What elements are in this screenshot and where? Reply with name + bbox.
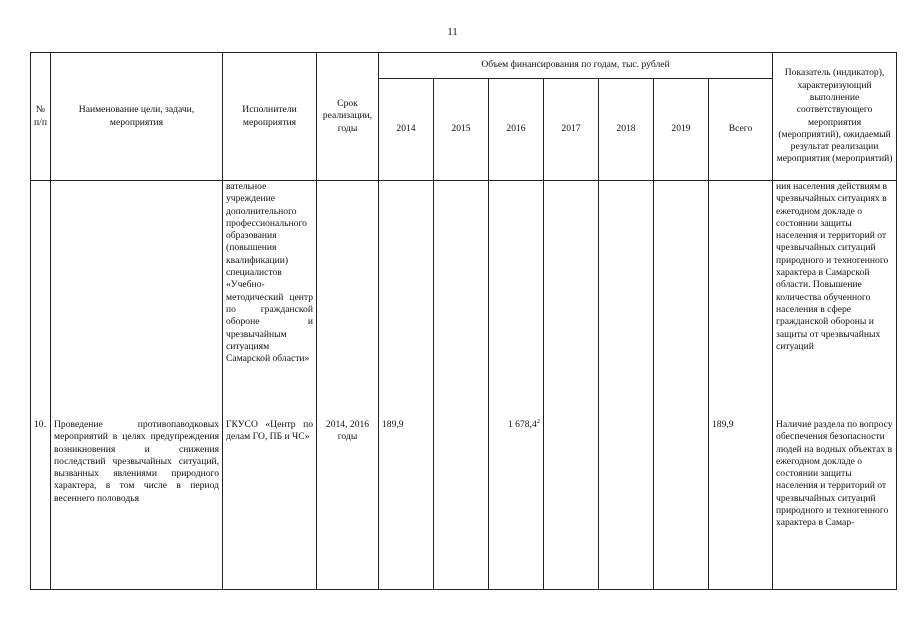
row-term: 2014, 2016 годы [317,419,379,590]
program-table [30,52,897,590]
footnote-marker: 2 [536,417,540,425]
col-executors-header: Исполнители мероприятия [223,53,317,181]
row-total [709,181,773,420]
row-term [317,181,379,420]
row-executors: ГКУСО «Центр по делам ГО, ПБ и ЧС» [223,419,317,590]
funding-group-header: Объем финансирования по годам, тыс. рублей [379,53,773,79]
row-2015 [434,181,489,420]
row-2019 [654,181,709,420]
row-2014: 189,9 [379,419,434,590]
row-indicator: Наличие раздела по вопросу обеспечения безопасности людей на водных объектах в ежегодном докладе о состоянии защиты населения и территорий от чрезвычайных ситуаций природного и техногенного характера в Самар- [773,419,897,590]
col-name-header: Наименование цели, задачи, мероприятия [51,53,223,181]
year-header-2015: 2015 [434,79,489,181]
row-name: Проведение противопаводковых мероприятий в целях предупреждения возникновения и снижения последствий чрезвычайных ситуаций, вызванных явлениями природного характера, в том числе в период весеннего половодья [51,419,223,590]
row-2016-value: 1 678,4 [507,419,537,430]
row-2018 [599,181,654,420]
row-indicator: ния населения действиям в чрезвычайных ситуациях в ежегодном докладе о состоянии защиты населения и территорий от чрезвычайных ситуаций природного и техногенного характера в Самарской области. Повышение количества обученного населения в сфере гражданской обороны и защиты от чрезвычайных ситуаций [773,181,897,420]
row-2018 [599,419,654,590]
col-indicator-header: Показатель (индикатор), характеризующий выполнение соответствующего мероприятия (мероприятий), ожидаемый результат реализации мероприятия (мероприятий) [773,53,897,181]
row-name [51,181,223,420]
table-header [31,53,897,181]
page-number: 11 [447,26,458,38]
row-2016 [489,419,544,590]
col-term-header: Срок реализации, годы [317,53,379,181]
row-2015 [434,419,489,590]
row-2014 [379,181,434,420]
year-header-2014: 2014 [379,79,434,181]
row-2017 [544,181,599,420]
table-row [31,419,897,590]
row-total: 189,9 [709,419,773,590]
year-header-2018: 2018 [599,79,654,181]
row-2016 [489,181,544,420]
total-header: Всего [709,79,773,181]
table-row [31,181,897,420]
col-no-header: № п/п [31,53,51,181]
year-header-2017: 2017 [544,79,599,181]
year-header-2019: 2019 [654,79,709,181]
row-no [31,181,51,420]
row-executors: вательное учреждение дополнительного профессионального образования (повышения квалификации) специалистов «Учебно-методический центр по гражданской обороне и чрезвычайным ситуациям Самарской области» [223,181,317,420]
row-2017 [544,419,599,590]
row-2019 [654,419,709,590]
row-no: 10. [31,419,51,590]
year-header-2016: 2016 [489,79,544,181]
